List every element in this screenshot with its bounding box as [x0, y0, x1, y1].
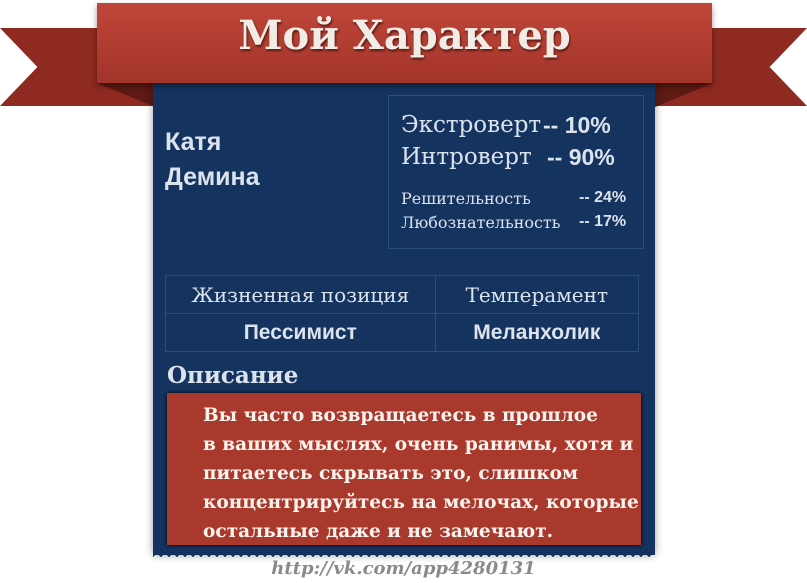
stat-value: -- 17% — [579, 213, 627, 230]
app-url: http://vk.com/app4280131 — [271, 558, 536, 579]
zigzag-edge — [153, 548, 655, 558]
description-line: питаетесь скрывать это, слишком — [203, 463, 579, 484]
stat-value: -- 10% — [543, 112, 611, 138]
header-life-position: Жизненная позиция — [166, 276, 436, 314]
stat-decisiveness — [401, 189, 627, 208]
last-name: Демина — [165, 163, 260, 191]
description-line: концентрируйтесь на мелочах, которые — [203, 492, 639, 513]
stat-label: Интроверт — [401, 144, 532, 170]
stats-box — [388, 95, 644, 249]
user-name — [165, 125, 260, 195]
traits-table — [165, 275, 639, 352]
page-title: Мой Характер — [238, 12, 571, 59]
stat-label: Любознательность — [401, 213, 561, 232]
header-temperament: Темперамент — [435, 276, 638, 314]
value-temperament: Меланхолик — [435, 314, 638, 352]
first-name: Катя — [165, 128, 222, 156]
description-line: остальные даже и не замечают. — [203, 521, 554, 542]
stat-label: Экстроверт — [401, 112, 542, 138]
stat-value: -- 90% — [547, 144, 615, 170]
stat-introvert — [401, 144, 615, 170]
value-life-position: Пессимист — [166, 314, 436, 352]
description-box — [167, 393, 641, 545]
description-line: в ваших мыслях, очень ранимы, хотя и — [203, 434, 634, 455]
description-heading: Описание — [167, 362, 299, 389]
description-line: Вы часто возвращаетесь в прошлое — [203, 405, 598, 426]
stat-curiosity — [401, 213, 627, 232]
stat-value: -- 24% — [579, 189, 627, 206]
stat-label: Решительность — [401, 189, 531, 208]
stat-extrovert — [401, 112, 611, 138]
